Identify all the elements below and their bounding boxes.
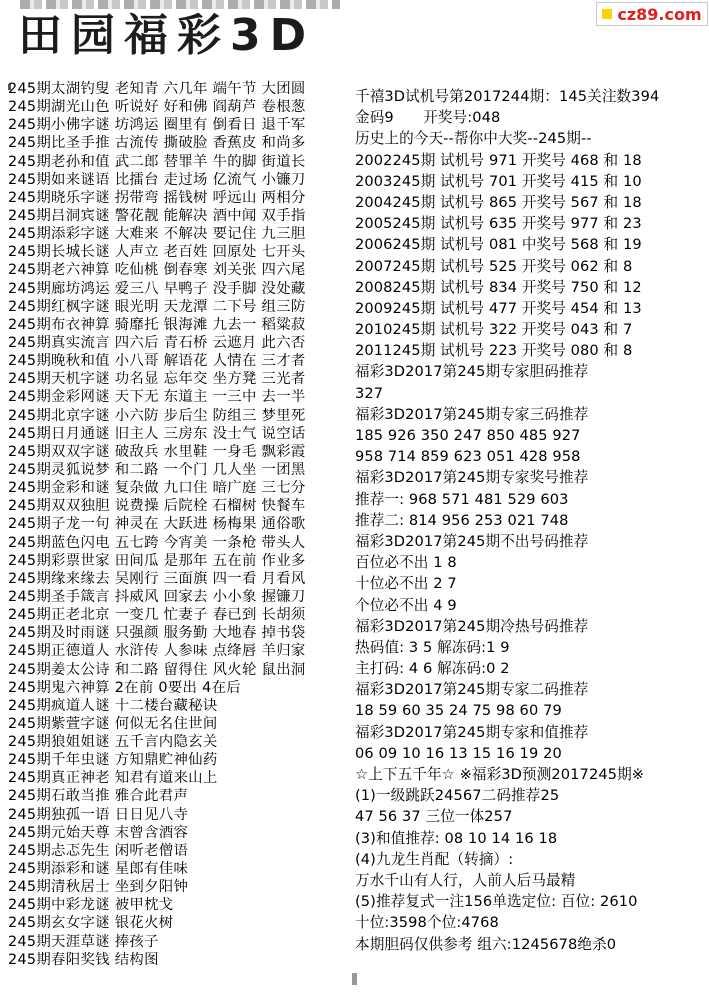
brand-square-icon — [602, 9, 612, 19]
prediction-line: 福彩3D2017第245期不出号码推荐 — [355, 532, 589, 550]
prediction-line: 2004245期 试机号 865 开奖号 567 和 18 — [355, 193, 642, 211]
prediction-line: 个位必不出 4 9 — [355, 596, 457, 614]
riddle-row: 245期长城长谜 人声立 老百姓 回原处 七开头 — [8, 244, 306, 261]
prediction-line: 18 59 60 35 24 75 98 60 79 — [355, 702, 562, 720]
prediction-line: 千禧3D试机号第2017244期：145关注数394 — [355, 88, 660, 105]
riddle-row: 245期晓乐字谜 拐带弯 摇钱树 呼远山 两相分 — [8, 189, 306, 206]
riddle-row: 245期廊坊鸿运 爱三八 早鸭子 没手脚 没处藏 — [8, 280, 306, 297]
prediction-line: 十位:3598个位:4768 — [355, 914, 499, 932]
prediction-line: 推荐二: 814 956 253 021 748 — [355, 511, 569, 529]
prediction-line: 福彩3D2017第245期专家二码推荐 — [355, 681, 589, 699]
riddle-row: 245期金彩和谜 复杂做 九口住 暗广庭 三七分 — [8, 480, 306, 497]
riddle-row: 245期如来谜语 比擂台 走过场 亿流气 小镰刀 — [8, 171, 306, 188]
riddle-row: 245期中彩龙谜 被甲枕戈 — [8, 897, 174, 914]
prediction-line: 47 56 37 三位一体257 — [355, 808, 513, 826]
prediction-line: 2011245期 试机号 223 开奖号 080 和 8 — [355, 342, 633, 360]
prediction-line: 327 — [355, 384, 384, 402]
riddle-row: 245期千年虫谜 方知鼎贮神仙药 — [8, 752, 218, 769]
prediction-line: (1)一级跳跃24567二码推荐25 — [355, 787, 560, 805]
prediction-line: ☆上下五千年☆ ※福彩3D预测2017245期※ — [355, 766, 645, 783]
prediction-line: 百位必不出 1 8 — [355, 554, 457, 572]
riddle-row: 245期吕洞宾谜 警花靓 能解决 酒中闻 双手指 — [8, 207, 306, 224]
riddle-row: 245期子龙一句 神灵在 大跃进 杨梅果 通俗歌 — [8, 516, 306, 533]
prediction-line: 2006245期 试机号 081 中奖号 568 和 19 — [355, 236, 642, 254]
prediction-line: 2003245期 试机号 701 开奖号 415 和 10 — [355, 172, 642, 190]
riddle-row: 245期石敢当推 雅合此君声 — [8, 788, 189, 805]
riddle-row: 245期布衣神算 骑靡托 银海滩 九去一 稻粱菽 — [8, 316, 306, 333]
header — [0, 0, 709, 62]
prediction-line: 958 714 859 623 051 428 958 — [355, 448, 581, 466]
prediction-line: 万水千山有人行，人前人后马最精 — [355, 871, 576, 889]
page-title: 田园福彩3D — [18, 10, 316, 61]
prediction-line: 2008245期 试机号 834 开奖号 750 和 12 — [355, 278, 642, 296]
brand-logo[interactable] — [596, 2, 708, 26]
prediction-line: 185 926 350 247 850 485 927 — [355, 427, 581, 444]
riddle-row: 245期老六神算 吃仙桃 倒春寒 刘关张 四六尾 — [8, 262, 306, 279]
riddle-row: 245期独孤一语 日日见八寺 — [8, 806, 189, 823]
riddle-row: 245期比圣手推 古流传 撕破脸 香蕉皮 和尚多 — [8, 135, 306, 152]
riddle-row: 245期清秋居士 坐到夕阳钟 — [8, 879, 189, 896]
riddle-row: 245期添彩和谜 星郎有佳味 — [8, 861, 189, 878]
prediction-line: 热码值: 3 5 解冻码:1 9 — [355, 638, 510, 656]
riddle-row: 245期双双字谜 破敌兵 水里鞋 一身毛 飘彩霞 — [8, 443, 306, 460]
prediction-line: (3)和值推荐: 08 10 14 16 18 — [355, 829, 558, 847]
riddle-row: 245期湖光山色 听说好 好和佛 阎葫芦 卷根葱 — [8, 99, 306, 116]
riddle-row: 245期狼姐姐谜 五千言内隐玄关 — [8, 734, 218, 751]
riddle-row: 245期真正神老 知君有道来山上 — [8, 770, 218, 787]
prediction-line: (4)九龙生肖配（转摘）: — [355, 850, 514, 868]
prediction-line: 推荐一: 968 571 481 529 603 — [355, 490, 569, 508]
riddle-row: 245期蓝色闪电 五七跨 今宵美 一条枪 带头人 — [8, 534, 306, 551]
prediction-line: 2009245期 试机号 477 开奖号 454 和 13 — [355, 299, 642, 317]
riddle-row: 245期圣手箴言 抖威风 回家去 小小象 握镰刀 — [8, 588, 306, 605]
riddle-list — [8, 80, 353, 990]
brand-text: cz89.com — [617, 4, 702, 24]
riddle-row: 245期姜太公诗 和二路 留得住 风火轮 鼠出洞 — [8, 661, 306, 678]
prediction-line: 本期胆码仅供参考 组六:1245678绝杀0 — [355, 935, 617, 953]
prediction-line: 福彩3D2017第245期专家三码推荐 — [355, 405, 589, 423]
riddle-row: 245期疯道人谜 十二楼台藏秘诀 — [8, 697, 218, 714]
riddle-row: 245期金彩网谜 天下无 东道主 一三中 去一半 — [8, 389, 306, 406]
riddle-row: 245期天机字谜 功名显 忘年交 坐方凳 三光者 — [8, 371, 306, 388]
riddle-row: 245期玄女字谜 银花火树 — [8, 915, 174, 932]
riddle-row: 245期日月通谜 旧主人 三房东 没士气 说空话 — [8, 425, 306, 442]
prediction-line: 十位必不出 2 7 — [355, 575, 457, 593]
riddle-row: 245期真实流言 四六后 青石桥 云遮月 此六否 — [8, 334, 306, 351]
riddle-row: 245期红枫字谜 眼光明 天龙潭 二下号 组三防 — [8, 298, 306, 315]
riddle-row: 245期老孙和值 武二郎 替罪羊 牛的脚 街道长 — [8, 153, 306, 170]
riddle-row: 245期正老北京 一变几 忙妻子 春已到 长胡须 — [8, 607, 306, 624]
prediction-line: 主打码: 4 6 解冻码:0 2 — [355, 660, 510, 678]
riddle-row: 245期缘来缘去 吴刚行 三面旗 四一看 月看风 — [8, 570, 306, 587]
riddle-row: 245期元始天尊 末曾含酒容 — [8, 824, 189, 841]
prediction-line: (5)推荐复式一注156单选定位: 百位: 2610 — [355, 893, 638, 911]
riddle-row: 245期春阳奖钱 结构图 — [8, 951, 159, 968]
prediction-line: 06 09 10 16 13 15 16 19 20 — [355, 744, 562, 762]
riddle-row: 245期北京字谜 小六防 步后尘 防组三 梦里死 — [8, 407, 306, 424]
scroll-marker — [352, 973, 357, 985]
prediction-line: 2005245期 试机号 635 开奖号 977 和 23 — [355, 215, 642, 233]
riddle-row: 245期太湖钓叟 老知青 六几年 端午节 大团圆 — [8, 81, 306, 97]
prediction-line: 金码9 开奖号:048 — [355, 109, 501, 127]
prediction-line: 2010245期 试机号 322 开奖号 043 和 7 — [355, 321, 633, 339]
riddle-row: 245期彩票世家 田间瓜 是那年 五在前 作业多 — [8, 552, 306, 569]
prediction-line: 2002245期 试机号 971 开奖号 468 和 18 — [355, 151, 642, 169]
riddle-row: 245期天涯草谜 捧孩子 — [8, 933, 159, 950]
prediction-line: 福彩3D2017第245期专家奖号推荐 — [355, 469, 589, 487]
prediction-line: 福彩3D2017第245期专家和值推荐 — [355, 723, 589, 741]
prediction-panel — [355, 86, 705, 955]
riddle-row: 245期鬼六神算 2在前 0要出 4在后 — [8, 679, 241, 696]
riddle-row: 245期紫萱字谜 何似无名住世间 — [8, 715, 218, 732]
riddle-row: 245期添彩字谜 大难来 不解决 要记住 九三胆 — [8, 226, 306, 243]
riddle-row: 245期忐忑先生 闲听老僧语 — [8, 842, 189, 859]
riddle-row: 245期小佛字谜 坊鸿运 圈里有 倒看日 退千军 — [8, 117, 306, 134]
riddle-row: 245期灵狐说梦 和二路 一个门 几人坐 一团黑 — [8, 461, 306, 478]
prediction-line: 福彩3D2017第245期冷热号码推荐 — [355, 617, 589, 635]
riddle-row: 245期晚秋和值 小八哥 解语花 人情在 三才者 — [8, 353, 306, 370]
riddle-row: 245期及时雨谜 只强颜 服务勤 大地春 掉书袋 — [8, 625, 306, 642]
riddle-row: 245期正德道人 水浒传 人参味 点绛唇 羊归家 — [8, 643, 306, 660]
prediction-line: 2007245期 试机号 525 开奖号 062 和 8 — [355, 257, 633, 275]
prediction-line: 福彩3D2017第245期专家胆码推荐 — [355, 363, 589, 381]
prediction-line: 历史上的今天--帮你中大奖--245期-- — [355, 130, 592, 148]
riddle-row: 245期双双独胆 说费操 后院栓 石榴树 快餐车 — [8, 498, 306, 515]
